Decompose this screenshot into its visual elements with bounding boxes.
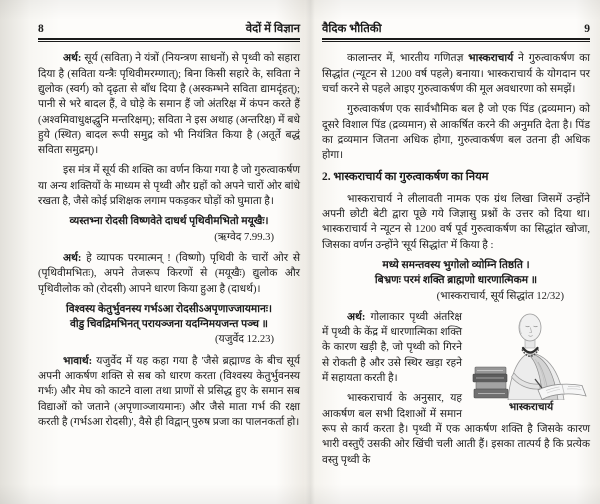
- bhavarth-paragraph: [38, 354, 300, 430]
- paragraph-text: इस मंत्र में सूर्य की शक्ति का वर्णन किया गया है जो गुरुत्वाकर्षण या अन्य शक्तियों के माध्यम से पृथ्वी और ग्रहों को अपने चारों ओर बांधे रखता है, जैसे कोई प्रशिक्षक लगाम पकड़कर घोड़ों को घुमाता है।: [38, 165, 300, 208]
- paragraph-text: गोलाकार पृथ्वी अंतरिक्ष में पृथ्वी के केंद्र में धारणात्मिका शक्ति के कारण खड़ी है, जो पृथ्वी को गिरने से रोकती है और उसे स्थिर खड़ा रहने में सहायता करती है।: [322, 311, 462, 385]
- yajurveda-verse: [38, 302, 300, 333]
- meaning-paragraph-savita: [38, 51, 300, 158]
- verse-line: व्यस्तभ्ना रोदसी विष्णवेते दाधर्थ पृथिवीमभितो मयूखैः।: [69, 216, 269, 228]
- verse-line: मध्ये समन्तवस्य भुगोलो व्योम्नि तिष्ठति ।: [382, 259, 530, 271]
- rigveda-verse: [38, 214, 300, 229]
- meaning-label: अर्थ:: [63, 53, 82, 65]
- book-stack-drawing: [473, 367, 508, 398]
- meaning-label: अर्थ:: [347, 311, 366, 323]
- paragraph-text: यजुर्वेद में यह कहा गया है 'जैसे ब्रह्माण्ड के बीच सूर्य अपनी आकर्षण शक्ति से सब को धारण करता (विश्वस्य केतुर्भुवनस्य गर्भः) और मेघ को काटने वाला तथा प्राणों से प्रसिद्ध हुए के समान सब विद्याओं को जताने (अपृणाञ्जायमानः) और जैसे माता गर्भ की रक्षा करती है (गर्भऽआ रोदसी)', वैसे ही विद्वान् पुरुष प्रजा का पालनकर्ता हो।: [38, 355, 300, 428]
- rigveda-verse-reference: (ऋग्वेद 7.99.3): [214, 231, 274, 243]
- bhaskaracharya-name-bold: भास्कराचार्य: [468, 53, 514, 65]
- right-page: [322, 0, 590, 504]
- lilavati-paragraph: [322, 192, 590, 253]
- right-page-number: 9: [584, 23, 590, 35]
- left-page-number: 8: [38, 23, 44, 35]
- paragraph-text: भास्कराचार्य ने लीलावती नामक एक ग्रंथ लिखा जिसमें उन्होंने अपनी छोटी बेटी द्वारा पूछे गये जिज्ञासु प्रश्नों के उत्तर को दिया था। भास्कराचार्य ने न्यूटन से 1200 वर्ष पूर्व गुरुत्वाकर्षण का सिद्धांत खोजा, जिसका वर्णन उन्होंने 'सूर्य सिद्धांत' में किया है :: [322, 193, 590, 251]
- paragraph-text: सूर्य (सविता) ने यंत्रों (नियन्त्रण साधनों) से पृथ्वी को सहारा दिया है (सविता यन्त्रैः पृथिवीमरम्णात्); बिना किसी सहारे के, सविता ने द्युलोक (स्वर्ग) को दृढ़ता से बाँध दिया है (अस्कम्भने सविता द्यामदृंहत्); पानी से भरे बादल हैं, वे घोड़े के समान हैं जो अंतरिक्ष में कंपन करते हैं (अश्वमिवाधुक्षद्धुनि मन्तरिक्षम्); सविता ने इस अथाह (अन्तरिक्ष) में बधे हुये (स्थित) बादल रूपी समुद्र को भी नियंत्रित किया है (अतूर्ते बद्धं सविता समुद्रम्)।: [38, 53, 300, 157]
- intro-paragraph: [322, 51, 590, 97]
- right-header-rule: [322, 38, 590, 42]
- commentary-paragraph: [38, 163, 300, 209]
- bhavarth-label: भावार्थ:: [63, 355, 93, 367]
- gravity-definition-paragraph: [322, 102, 590, 163]
- paragraph-text: भास्कराचार्य के अनुसार, यह आकर्षण बल सभी दिशाओं में समान रूप से कार्य करता है। पृथ्वी में एक आकर्षण शक्ति है जिसके कारण भारी वस्तुएँ उसकी ओर खिंची चली आती हैं। इसका तात्पर्य है कि प्रत्येक वस्तु पृथ्वी के: [322, 393, 590, 466]
- section-heading: 2. भास्कराचार्य का गुरुत्वाकर्षण का नियम: [322, 171, 489, 184]
- paragraph-text: ने गुरुत्वाकर्षण का सिद्धांत (न्यूटन से 1200 वर्ष पहले) बनाया। भास्कराचार्य के योगदान पर चर्चा करने से पहले आइए गुरुत्वाकर्षण की मूल अवधारणा को समझें।: [322, 53, 590, 95]
- verse-line: बिभ्रणः परमं शक्ति ब्राह्मणो धारणात्मिकम ॥: [374, 275, 538, 287]
- surya-siddhanta-reference: (भास्कराचार्य, सूर्य सिद्धांत 12/32): [436, 290, 564, 302]
- verse-line: वीडु चिवद्रिमभिनत् परायञ्जना यदग्निमयजन्त पञ्च ॥: [70, 319, 268, 331]
- meaning-label: अर्थ:: [63, 252, 82, 264]
- paragraph-text: कालान्तर में, भारतीय गणितज्ञ: [347, 53, 469, 65]
- paragraph-text: गुरुत्वाकर्षण एक सार्वभौमिक बल है जो एक पिंड (द्रव्यमान) को दूसरे विशाल पिंड (द्रव्यमान) से आकर्षित करने की अनुमति देता है। पिंड का द्रव्यमान जितना अधिक होगा, गुरुत्वाकर्षण बल उतना ही अधिक होगा।: [322, 104, 590, 162]
- left-page-header: [38, 0, 300, 36]
- left-header-rule: [38, 38, 300, 42]
- book-gutter-shadow: [305, 0, 315, 504]
- yajurveda-verse-reference: (यजुर्वेद 12.23): [214, 334, 274, 346]
- right-page-body: [322, 51, 590, 467]
- right-running-title: वैदिक भौतिकी: [322, 23, 382, 35]
- paragraph-text: हे व्यापक परमात्मन् ! (विष्णो) पृथिवी के चारों ओर से (पृथिवीमभितः), अपने तेजरूप किरणों से (मयूखैः) द्युलोक और पृथिवीलोक को (रोदसी) आपने धारण किया हुआ है (दाधर्थ)।: [38, 252, 300, 295]
- surya-siddhanta-verse: [322, 258, 590, 289]
- bhaskaracharya-figure: [472, 312, 590, 414]
- figure-caption: भास्कराचार्य: [508, 401, 554, 413]
- right-page-header: [322, 0, 590, 36]
- verse-line: विश्वस्य केतुर्भुवनस्य गर्भऽआ रोदसीऽअपृणाज्जायमानः।: [65, 303, 273, 315]
- meaning-paragraph-vishnu: [38, 251, 300, 297]
- left-page-body: [38, 51, 300, 430]
- left-page: [38, 0, 300, 504]
- left-running-title: वेदों में विज्ञान: [245, 23, 300, 35]
- bhaskaracharya-portrait-image: [472, 312, 590, 400]
